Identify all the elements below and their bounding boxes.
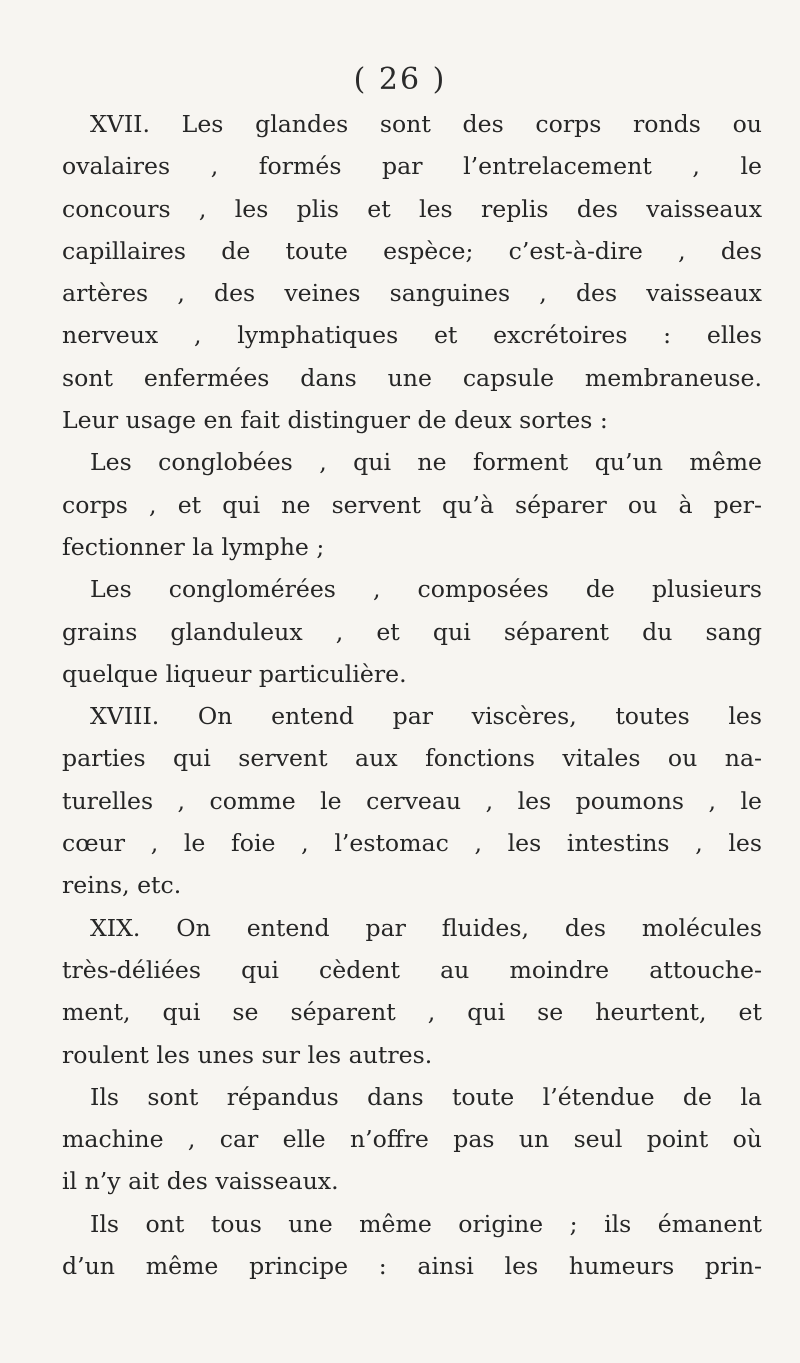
text-line: très-déliées qui cèdent au moindre attouche- [62, 955, 762, 984]
text-line: quelque liqueur particulière. [62, 659, 407, 688]
text-line: XVIII. On entend par viscères, toutes les [90, 702, 762, 731]
text-line: parties qui servent aux fonctions vitales ou na- [62, 744, 762, 773]
text-line: Les conglobées , qui ne forment qu’un même [90, 448, 762, 477]
text-line: Ils ont tous une même origine ; ils émanent [90, 1209, 762, 1238]
text-line: XIX. On entend par fluides, des molécules [90, 913, 762, 942]
text-line: grains glanduleux , et qui séparent du sang [62, 617, 762, 646]
text-line: ment, qui se séparent , qui se heurtent, et [62, 998, 762, 1027]
text-line: capillaires de toute espèce; c’est-à-dire , des [62, 236, 762, 265]
text-line: turelles , comme le cerveau , les poumons , le [62, 786, 762, 815]
text-line: sont enfermées dans une capsule membraneuse. [62, 363, 762, 392]
text-line: corps , et qui ne servent qu’à séparer ou à per- [62, 490, 762, 519]
text-line: machine , car elle n’offre pas un seul point où [62, 1125, 762, 1154]
text-line: ovalaires , formés par l’entrelacement , le [62, 152, 762, 181]
text-line: Ils sont répandus dans toute l’étendue de la [90, 1082, 762, 1111]
page-number: ( 26 ) [353, 62, 447, 97]
text-line: reins, etc. [62, 871, 182, 900]
body-text [62, 103, 762, 1287]
text-line: XVII. Les glandes sont des corps ronds ou [90, 110, 762, 138]
text-line: d’un même principe : ainsi les humeurs prin- [62, 1252, 762, 1281]
text-line: roulent les unes sur les autres. [62, 1040, 433, 1069]
text-line: Leur usage en fait distinguer de deux sortes : [62, 406, 608, 435]
text-line: fectionner la lymphe ; [62, 532, 325, 561]
text-line: cœur , le foie , l’estomac , les intestins , les [62, 829, 762, 858]
text-line: concours , les plis et les replis des vaisseaux [62, 194, 762, 223]
text-line: il n’y ait des vaisseaux. [62, 1167, 339, 1196]
text-line: artères , des veines sanguines , des vaisseaux [62, 279, 762, 308]
text-line: Les conglomérées , composées de plusieurs [90, 575, 762, 604]
text-line: nerveux , lymphatiques et excrétoires : elles [62, 321, 762, 350]
